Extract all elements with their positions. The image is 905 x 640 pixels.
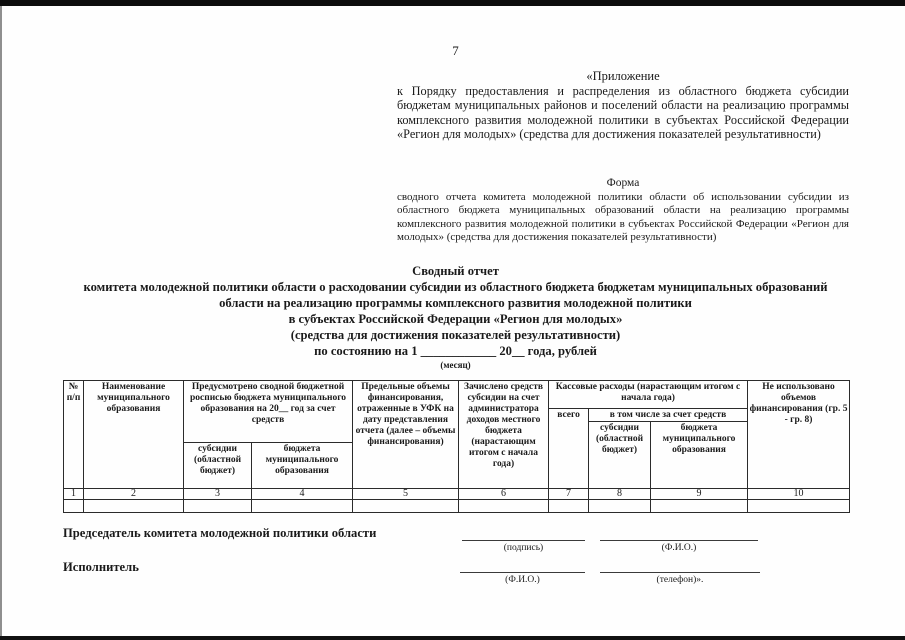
report-table [63,380,850,513]
fio-caption-2: (Ф.И.О.) [505,575,540,585]
col-number: 10 [748,489,850,500]
executor-fio-line [460,572,585,573]
phone-caption: (телефон)». [656,575,704,585]
form-body: сводного отчета комитета молодежной политики области об использовании субсидии из областного бюджета муниципальных образований области на реализацию программы комплексного развития молодежной политики в субъектах Российской Федерации «Регион для молодых» (средства для достижения показателей результативности) [397,190,849,244]
appendix-heading: «Приложение [586,69,660,83]
scan-edge-bottom [0,636,905,640]
header-limits: Предельные объемы финансирования, отраженные в УФК на дату представления отчета (далее – объемы финансирования) [353,381,459,489]
col-number: 8 [589,489,651,500]
header-credited: Зачислено средств субсидии на счет администратора доходов местного бюджета (нарастающим итогом с начала года) [459,381,549,489]
header-cash-total: всего [549,409,589,489]
month-note: (месяц) [440,360,471,370]
empty-cell [184,500,252,513]
title-line-4: (средства для достижения показателей результативности) [290,328,621,342]
header-cash-subsidy: субсидии (областной бюджет) [589,422,651,489]
col-number: 2 [84,489,184,500]
empty-cell [589,500,651,513]
header-cash-including: в том числе за счет средств [589,409,748,422]
scan-edge-left [0,6,2,636]
empty-cell [84,500,184,513]
page-number: 7 [452,43,459,58]
col-number: 3 [184,489,252,500]
header-provided-local: бюджета муниципального образования [252,443,353,489]
header-provided-subsidy: субсидии (областной бюджет) [184,443,252,489]
col-number: 1 [64,489,84,500]
chairman-signature-line [462,540,585,541]
appendix-block [397,69,849,142]
title-line-3: в субъектах Российской Федерации «Регион для молодых» [288,312,623,326]
form-note-block [397,177,849,245]
col-number: 9 [651,489,748,500]
header-cash: Кассовые расходы (нарастающим итогом с начала года) [549,381,748,409]
title-line-2: комитета молодежной политики области о расходовании субсидии из областного бюджета бюджетам муниципальных образований области на реализацию программы комплексного развития молодежной политики [83,280,828,310]
fio-caption-1: (Ф.И.О.) [661,543,697,553]
header-provided: Предусмотрено сводной бюджетной росписью бюджета муниципального образования на 20__ год за счет средств [184,381,353,443]
header-num: № п/п [64,381,84,489]
signature-caption: (подпись) [503,543,544,553]
empty-cell [651,500,748,513]
executor-label: Исполнитель [63,560,139,574]
col-number: 5 [353,489,459,500]
header-unused: Не использовано объемов финансирования (гр. 5 - гр. 8) [748,381,850,489]
report-title [63,263,848,370]
empty-cell [748,500,850,513]
appendix-body: к Порядку предоставления и распределения из областного бюджета субсидии бюджетам муниципальных районов и поселений области на реализацию программы комплексного развития молодежной политики в субъектах Российской Федерации «Регион для молодых» (средства для достижения показателей результативности) [397,83,849,142]
empty-cell [252,500,353,513]
title-line-1: Сводный отчет [412,264,499,278]
title-date-line: по состоянию на 1 ____________ 20__ года, рублей [314,344,597,358]
col-number: 7 [549,489,589,500]
column-numbers-row [64,489,850,500]
empty-cell [549,500,589,513]
chairman-label: Председатель комитета молодежной политики области [63,526,377,540]
header-cash-local: бюджета муниципального образования [651,422,748,489]
empty-data-row [64,500,850,513]
empty-cell [64,500,84,513]
chairman-fio-line [600,540,758,541]
scan-edge-top [0,0,905,6]
form-heading: Форма [606,177,640,189]
empty-cell [459,500,549,513]
col-number: 4 [252,489,353,500]
executor-phone-line [600,572,760,573]
empty-cell [353,500,459,513]
col-number: 6 [459,489,549,500]
header-municipality: Наименование муниципального образования [84,381,184,489]
